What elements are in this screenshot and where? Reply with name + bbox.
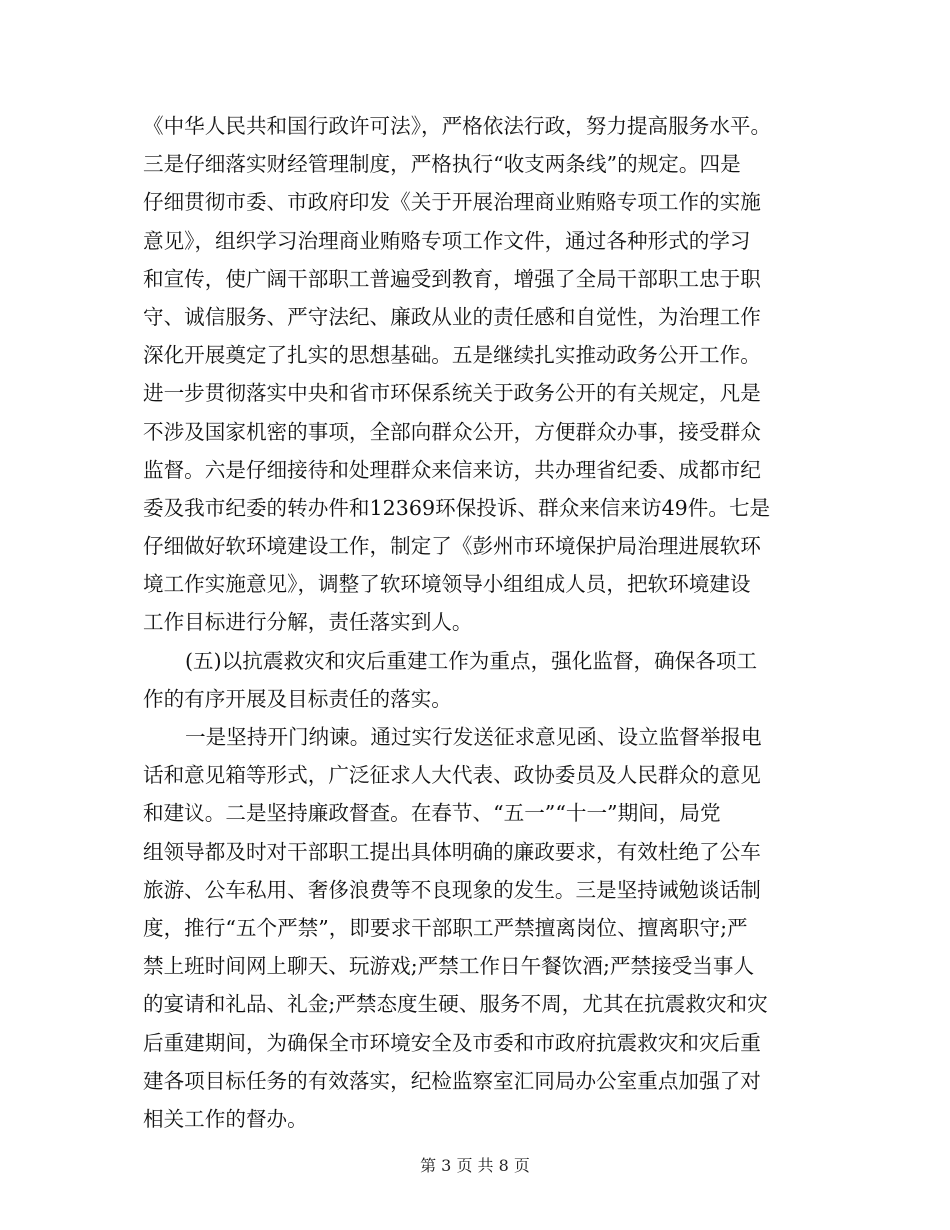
- text-line: 不涉及国家机密的事项，全部向群众公开，方便群众办事，接受群众: [143, 419, 761, 444]
- text-line: 意见》，组织学习治理商业贿赂专项工作文件，通过各种形式的学习: [143, 228, 751, 253]
- text-line: 工作目标进行分解，责任落实到人。: [143, 610, 473, 635]
- text-line: 境工作实施意见》，调整了软环境领导小组组成人员，把软环境建设: [143, 572, 751, 597]
- text-line: 守、诚信服务、严守法纪、廉政从业的责任感和自觉性，为治理工作: [143, 304, 761, 329]
- text-line: 三是仔细落实财经管理制度，严格执行“收支两条线”的规定。四是: [143, 152, 741, 177]
- text-line: 一是坚持开门纳谏。通过实行发送征求意见函、设立监督举报电: [185, 725, 762, 749]
- text-line: 监督。六是仔细接待和处理群众来信来访，共办理省纪委、成都市纪: [143, 457, 761, 482]
- text-line: 和宣传，使广阔干部职工普遍受到教育，增强了全局干部职工忠于职: [143, 266, 761, 291]
- body-text: [143, 107, 813, 1138]
- text-line: 组领导都及时对干部职工提出具体明确的廉政要求，有效杜绝了公车: [143, 839, 761, 864]
- text-line: 进一步贯彻落实中央和省市环保系统关于政务公开的有关规定，凡是: [143, 381, 761, 406]
- text-line: 《中华人民共和国行政许可法》，严格依法行政，努力提高服务水平。: [143, 114, 772, 138]
- text-line: 旅游、公车私用、奢侈浪费等不良现象的发生。三是坚持诫勉谈话制: [143, 877, 761, 902]
- text-line: 的宴请和礼品、礼金;严禁态度生硬、服务不周，尤其在抗震救灾和灾: [143, 992, 768, 1017]
- text-line: 相关工作的督办。: [143, 1106, 308, 1131]
- text-line: 后重建期间，为确保全市环境安全及市委和市政府抗震救灾和灾后重: [143, 1030, 761, 1055]
- text-line: 度，推行“五个严禁”，即要求干部职工严禁擅离岗位、擅离职守;严: [143, 915, 748, 940]
- text-line: 委及我市纪委的转办件和12369环保投诉、群众来信来访49件。七是: [143, 495, 771, 520]
- text-line: 话和意见箱等形式，广泛征求人大代表、政协委员及人民群众的意见: [143, 763, 761, 788]
- text-line: 深化开展奠定了扎实的思想基础。五是继续扎实推动政务公开工作。: [143, 343, 761, 368]
- text-line: 建各项目标任务的有效落实，纪检监察室汇同局办公室重点加强了对: [143, 1068, 761, 1093]
- page-number-footer: 第 3 页 共 8 页: [420, 1156, 530, 1175]
- text-line: 仔细做好软环境建设工作，制定了《彭州市环境保护局治理进展软环: [143, 534, 761, 559]
- text-line: 仔细贯彻市委、市政府印发《关于开展治理商业贿赂专项工作的实施: [143, 190, 761, 215]
- section-heading-line: 作的有序开展及目标责任的落实。: [143, 686, 452, 711]
- text-line: 禁上班时间网上聊天、玩游戏;严禁工作日午餐饮酒;严禁接受当事人: [143, 954, 755, 979]
- section-heading-line: (五)以抗震救灾和灾后重建工作为重点，强化监督，确保各项工: [185, 648, 758, 673]
- text-line: 和建议。二是坚持廉政督查。在春节、“五一”“十一”期间，局党: [143, 801, 721, 826]
